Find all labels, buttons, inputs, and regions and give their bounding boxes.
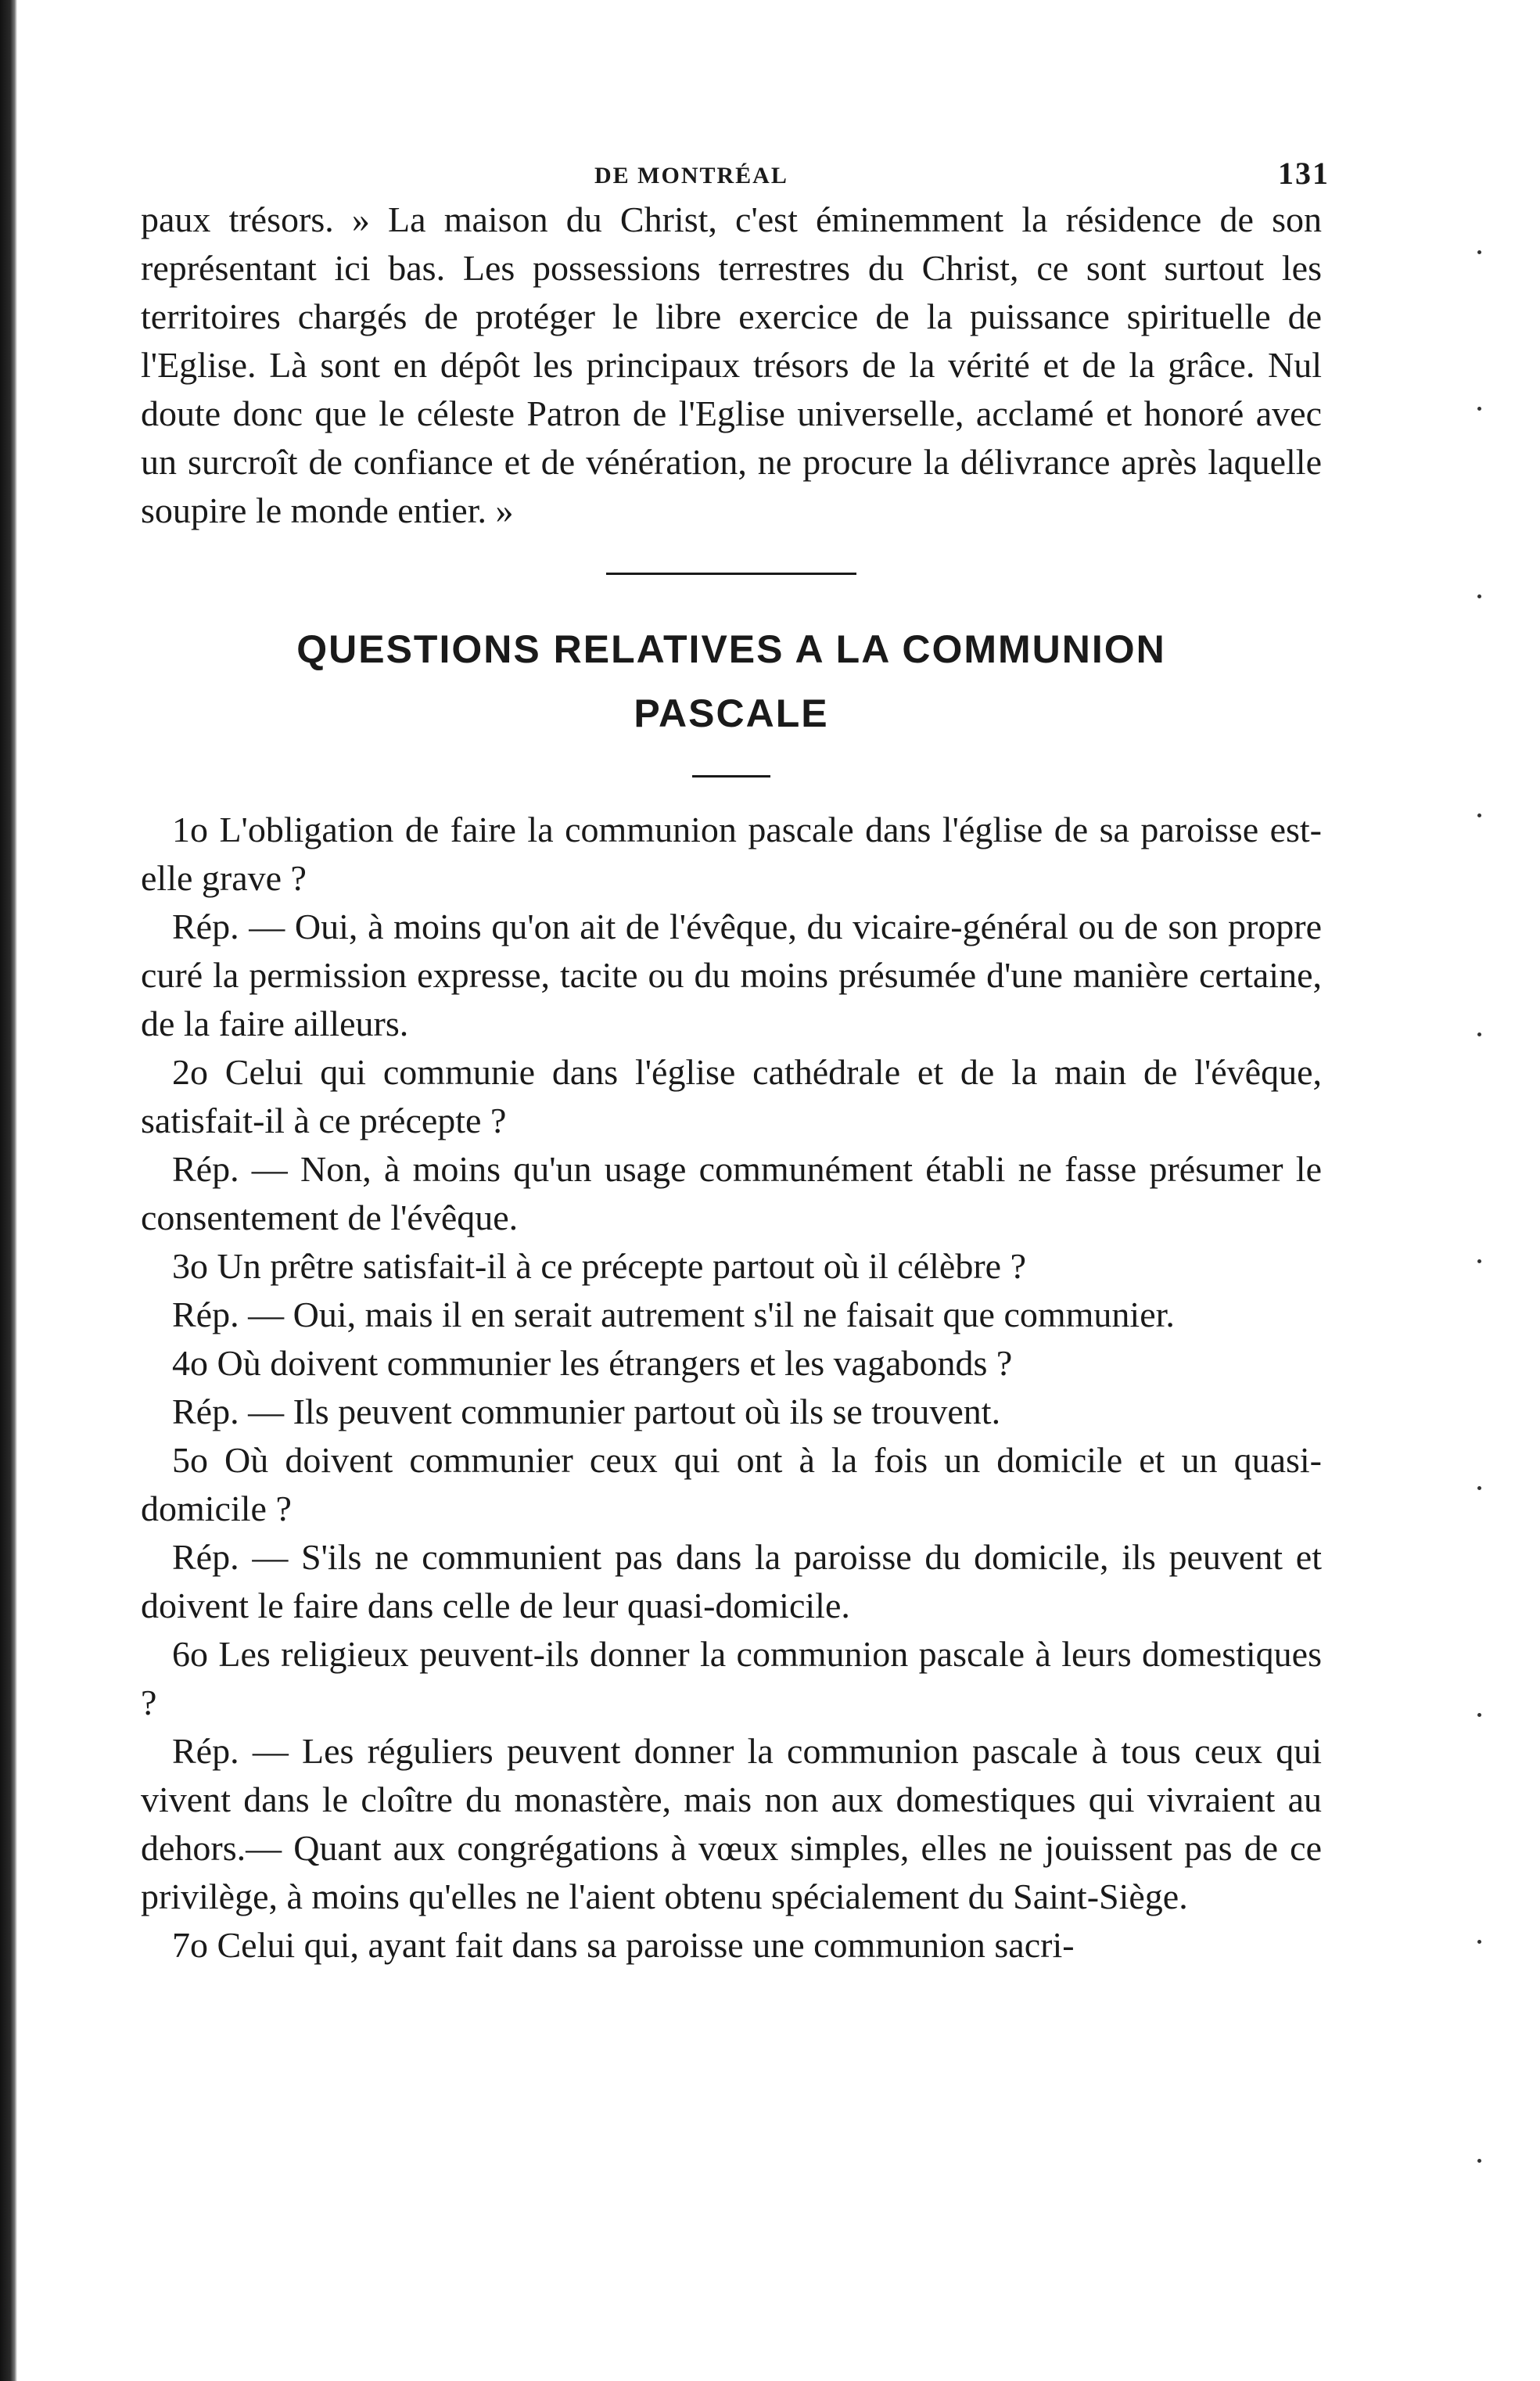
question-3: 3o Un prêtre satisfait-il à ce précepte partout où il célèbre ? [172,1246,1026,1286]
body-text [141,196,1322,1970]
question-4: 4o Où doivent communier les étrangers et les vagabonds ? [172,1343,1013,1383]
margin-specks [1477,0,1509,2381]
question-2: 2o Celui qui communie dans l'église cathédrale et de la main de l'évêque, satisfait-il à ce précepte ? [141,1052,1322,1140]
answer-6: Rép. — Les réguliers peuvent donner la communion pascale à tous ceux qui vivent dans le cloître du monastère, mais non aux domestiques qui vivraient au dehors.— Quant aux congrégations à vœux simples, elles ne jouissent pas de ce privilège, à moins qu'elles ne l'aient obtenu spécialement du Saint-Siège. [141,1731,1322,1916]
intro-paragraph: paux trésors. » La maison du Christ, c'est éminemment la résidence de son représentant ici bas. Les possessions terrestres du Christ, ce sont surtout les territoires chargés de protéger le libre exercice de la puissance spirituelle de l'Eglise. Là sont en dépôt les principaux trésors de la vérité et de la grâce. Nul doute donc que le céleste Patron de l'Eglise universelle, acclamé et honoré avec un surcroît de confiance et de vénération, ne procure la délivrance après laquelle soupire le monde entier. » [141,199,1322,530]
question-1: 1o L'obligation de faire la communion pascale dans l'église de sa paroisse est-elle grave ? [141,810,1322,898]
page-number: 131 [1278,156,1330,191]
answer-5: Rép. — S'ils ne communient pas dans la paroisse du domicile, ils peuvent et doivent le faire dans celle de leur quasi-domicile. [141,1537,1322,1625]
answer-1: Rép. — Oui, à moins qu'on ait de l'évêque, du vicaire-général ou de son propre curé la permission expresse, tacite ou du moins présumée d'une manière certaine, de la faire ailleurs. [141,907,1322,1043]
book-page [141,149,1330,1970]
title-underline [692,775,770,778]
book-spine-shadow [0,0,17,2381]
section-title-line1: QUESTIONS RELATIVES A LA COMMUNION [296,627,1166,671]
section-title-line2: PASCALE [634,691,829,735]
question-7-partial: 7o Celui qui, ayant fait dans sa paroisse une communion sacri- [172,1925,1075,1965]
question-5: 5o Où doivent communier ceux qui ont à la fois un domicile et un quasi-domicile ? [141,1440,1322,1528]
running-head [141,149,1330,196]
answer-2: Rép. — Non, à moins qu'un usage communément établi ne fasse présumer le consentement de l'évêque. [141,1149,1322,1237]
answer-3: Rép. — Oui, mais il en serait autrement s'il ne faisait que communier. [172,1295,1175,1334]
running-head-title: DE MONTRÉAL [594,163,788,189]
question-6: 6o Les religieux peuvent-ils donner la communion pascale à leurs domestiques ? [141,1634,1322,1722]
section-divider [606,573,856,575]
answer-4: Rép. — Ils peuvent communier partout où ils se trouvent. [172,1392,1001,1431]
question-list [141,806,1322,1970]
